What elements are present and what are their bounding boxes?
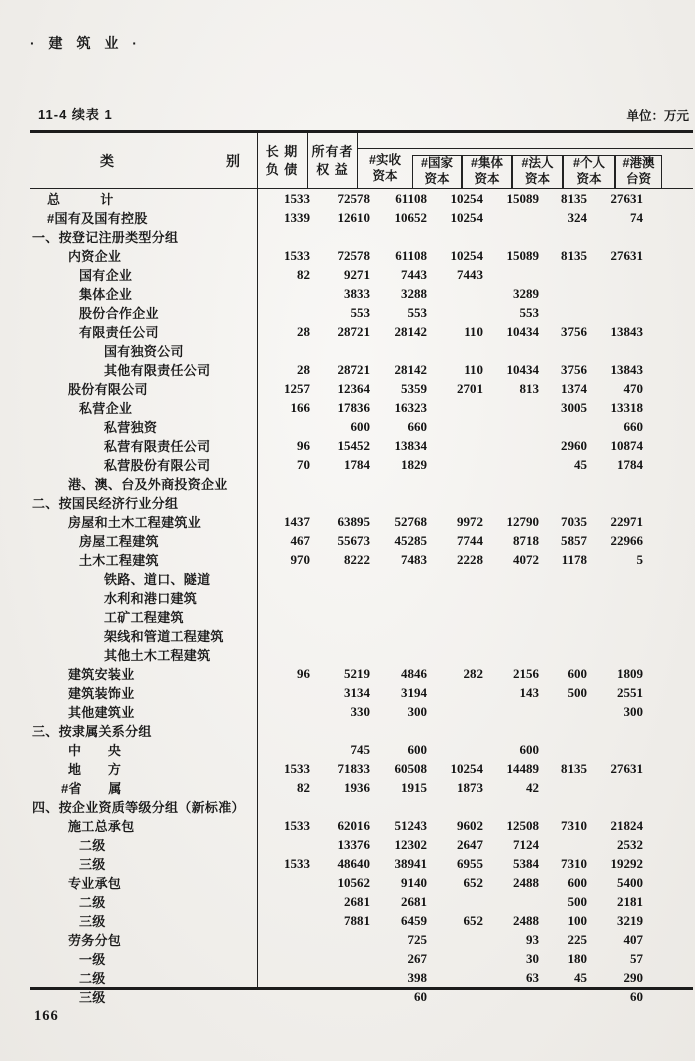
value-cell: 60 [630,988,643,1004]
value-cell: 72578 [337,247,370,263]
value-cell: 2488 [513,874,539,890]
value-cell: 600 [519,741,539,757]
value-cell: 10652 [394,209,427,225]
category-cell: 三级 [79,990,106,1005]
category-cell: 四、按企业资质等级分组（新标准） [32,800,245,815]
category-cell: 二级 [79,971,106,986]
value-cell: 970 [290,551,310,567]
value-cell: 1374 [561,380,587,396]
value-cell: 13318 [610,399,643,415]
category-cell: 施工总承包 [68,819,135,834]
value-cell: 600 [350,418,370,434]
value-cell: 1437 [284,513,310,529]
value-cell: 3756 [561,323,587,339]
value-cell: 45285 [394,532,427,548]
table-row [30,835,693,854]
value-cell: 10562 [337,874,370,890]
header-collective-capital [462,155,512,188]
value-cell: 9140 [401,874,427,890]
category-cell: 私营独资 [104,420,158,435]
category-cell: 三级 [79,857,106,872]
category-cell: 工矿工程建筑 [104,610,184,625]
value-cell: 470 [623,380,643,396]
table-row [30,759,693,778]
value-cell: 63895 [337,513,370,529]
value-cell: 12790 [506,513,539,529]
table-row [30,892,693,911]
value-cell: 10254 [450,247,483,263]
table-row [30,740,693,759]
category-cell: 私营企业 [79,401,133,416]
value-cell: 2156 [513,665,539,681]
category-cell: 有限责任公司 [79,325,159,340]
value-cell: 500 [567,893,587,909]
table-row [30,360,693,379]
table-row [30,968,693,987]
table-row [30,987,693,1006]
value-cell: 15089 [506,190,539,206]
value-cell: 2532 [617,836,643,852]
value-cell: 13376 [337,836,370,852]
category-cell: #省 属 [61,781,122,796]
statistics-table [30,130,693,1005]
value-cell: 13843 [610,323,643,339]
value-cell: 3756 [561,361,587,377]
table-row [30,531,693,550]
value-cell: 1784 [617,456,643,472]
header-line: #集体 [471,156,503,171]
value-cell: 19292 [610,855,643,871]
value-cell: 45 [574,969,587,985]
header-line: #国家 [421,156,453,171]
value-cell: 13834 [394,437,427,453]
value-cell: 1533 [284,855,310,871]
value-cell: 1915 [401,779,427,795]
value-cell: 813 [519,380,539,396]
value-cell: 28721 [337,323,370,339]
value-cell: 27631 [610,247,643,263]
value-cell: 1533 [284,817,310,833]
table-caption: 11-4 续表 1 [38,107,113,122]
category-cell: 铁路、道口、隧道 [104,572,211,587]
unit-label: 单位：万元 [626,109,689,123]
table-row [30,417,693,436]
header-line: 资本 [424,172,450,186]
value-cell: 4072 [513,551,539,567]
table-row [30,265,693,284]
category-cell: 建筑装饰业 [68,686,135,701]
value-cell: 2681 [344,893,370,909]
value-cell: 3219 [617,912,643,928]
value-cell: 13843 [610,361,643,377]
value-cell: 9602 [457,817,483,833]
value-cell: 1339 [284,209,310,225]
value-cell: 7443 [457,266,483,282]
table-row [30,493,693,512]
value-cell: 745 [350,741,370,757]
value-cell: 166 [290,399,310,415]
value-cell: 467 [290,532,310,548]
header-line: 台资 [625,172,651,186]
table-row [30,246,693,265]
value-cell: 28142 [394,361,427,377]
value-cell: 12364 [337,380,370,396]
category-cell: 二、按国民经济行业分组 [32,496,179,511]
value-cell: 61108 [395,247,427,263]
table-row [30,607,693,626]
value-cell: 71833 [337,760,370,776]
value-cell: 72578 [337,190,370,206]
value-cell: 70 [297,456,310,472]
value-cell: 660 [623,418,643,434]
value-cell: 30 [526,950,539,966]
value-cell: 7124 [513,836,539,852]
header-line: #个人 [573,156,605,171]
category-cell: 房屋和土木工程建筑业 [68,515,202,530]
value-cell: 48640 [337,855,370,871]
value-cell: 61108 [395,190,427,206]
category-cell: 土木工程建筑 [79,553,159,568]
header-line: #港澳 [622,156,655,171]
value-cell: 16323 [394,399,427,415]
category-cell: 总 计 [47,192,114,207]
table-row [30,778,693,797]
value-cell: 7443 [401,266,427,282]
value-cell: 553 [519,304,539,320]
category-cell: 三级 [79,914,106,929]
value-cell: 82 [297,779,310,795]
value-cell: 3005 [561,399,587,415]
value-cell: 225 [567,931,587,947]
value-cell: 553 [407,304,427,320]
table-row [30,721,693,740]
value-cell: 93 [526,931,539,947]
category-cell: 国有独资公司 [104,344,184,359]
header-line: 长 期 [265,143,299,159]
value-cell: 63 [526,969,539,985]
value-cell: 3194 [401,684,427,700]
value-cell: 8135 [561,760,587,776]
value-cell: 7881 [344,912,370,928]
table-row [30,436,693,455]
header-long-term-liabilities [257,133,308,188]
value-cell: 5 [636,551,643,567]
table-row [30,626,693,645]
value-cell: 12302 [394,836,427,852]
header-hk-macao-taiwan-capital [615,155,662,188]
value-cell: 5359 [401,380,427,396]
header-individual-capital [563,155,615,188]
value-cell: 5219 [344,665,370,681]
value-cell: 300 [623,703,643,719]
chapter-corner-label: · 建 筑 业 · [30,35,142,51]
value-cell: 2488 [513,912,539,928]
value-cell: 52768 [394,513,427,529]
value-cell: 6459 [401,912,427,928]
category-cell: 二级 [79,838,106,853]
value-cell: 1533 [284,760,310,776]
category-cell: 股份有限公司 [68,382,148,397]
category-cell: 内资企业 [68,249,122,264]
value-cell: 2681 [401,893,427,909]
value-cell: 60 [414,988,427,1004]
value-cell: 324 [567,209,587,225]
table-row [30,379,693,398]
value-cell: 110 [464,323,483,339]
header-category: 类 别 [100,152,240,169]
category-cell: 集体企业 [79,287,133,302]
value-cell: 1809 [617,665,643,681]
category-cell: 港、澳、台及外商投资企业 [68,477,228,492]
value-cell: 1936 [344,779,370,795]
category-cell: 建筑安装业 [68,667,135,682]
value-cell: 55673 [337,532,370,548]
category-cell: 劳务分包 [68,933,122,948]
category-cell: 私营股份有限公司 [104,458,211,473]
value-cell: 2228 [457,551,483,567]
value-cell: 4846 [401,665,427,681]
value-cell: 600 [567,874,587,890]
table-row [30,930,693,949]
category-cell: 房屋工程建筑 [79,534,159,549]
value-cell: 15452 [337,437,370,453]
value-cell: 27631 [610,760,643,776]
table-header [30,133,693,189]
value-cell: 12610 [337,209,370,225]
value-cell: 652 [463,874,483,890]
value-cell: 28721 [337,361,370,377]
header-line: 资本 [576,172,602,186]
value-cell: 652 [463,912,483,928]
category-cell: 一级 [79,952,106,967]
value-cell: 3833 [344,285,370,301]
value-cell: 10434 [506,323,539,339]
header-line: 资本 [372,168,398,183]
category-cell: 专业承包 [68,876,122,891]
value-cell: 7483 [401,551,427,567]
category-cell: 地 方 [68,762,122,777]
value-cell: 8135 [561,247,587,263]
value-cell: 110 [464,361,483,377]
header-line: 负 债 [265,161,299,177]
header-line: #实收 [369,152,401,167]
value-cell: 38941 [394,855,427,871]
category-cell: 其他有限责任公司 [104,363,211,378]
value-cell: 660 [407,418,427,434]
header-legal-person-capital [512,155,563,188]
value-cell: 9271 [344,266,370,282]
table-row [30,341,693,360]
value-cell: 7744 [457,532,483,548]
value-cell: 407 [623,931,643,947]
value-cell: 45 [574,456,587,472]
value-cell: 10434 [506,361,539,377]
value-cell: 143 [519,684,539,700]
value-cell: 1873 [457,779,483,795]
table-row [30,208,693,227]
value-cell: 7035 [561,513,587,529]
value-cell: 10254 [450,209,483,225]
category-cell: 三、按隶属关系分组 [32,724,152,739]
value-cell: 330 [350,703,370,719]
value-cell: 17836 [337,399,370,415]
value-cell: 500 [567,684,587,700]
value-cell: 22966 [610,532,643,548]
value-cell: 2701 [457,380,483,396]
value-cell: 42 [526,779,539,795]
value-cell: 74 [630,209,643,225]
value-cell: 2181 [617,893,643,909]
value-cell: 82 [297,266,310,282]
category-cell: #国有及国有控股 [47,211,148,226]
value-cell: 290 [623,969,643,985]
table-body [30,189,693,1005]
value-cell: 27631 [610,190,643,206]
table-row [30,474,693,493]
category-cell: 私营有限责任公司 [104,439,211,454]
value-cell: 28 [297,361,310,377]
category-cell: 架线和管道工程建筑 [104,629,224,644]
value-cell: 1257 [284,380,310,396]
value-cell: 15089 [506,247,539,263]
value-cell: 7310 [561,817,587,833]
table-row [30,398,693,417]
value-cell: 3288 [401,285,427,301]
header-paid-in-capital [358,149,412,188]
value-cell: 398 [407,969,427,985]
table-row [30,873,693,892]
header-line: #法人 [521,156,554,171]
value-cell: 1533 [284,190,310,206]
table-row [30,664,693,683]
category-cell: 其他建筑业 [68,705,135,720]
value-cell: 1784 [344,456,370,472]
value-cell: 57 [630,950,643,966]
table-row [30,189,693,208]
value-cell: 14489 [506,760,539,776]
value-cell: 180 [567,950,587,966]
value-cell: 5384 [513,855,539,871]
value-cell: 6955 [457,855,483,871]
category-cell: 国有企业 [79,268,133,283]
value-cell: 600 [567,665,587,681]
header-capital-group [358,148,693,188]
value-cell: 7310 [561,855,587,871]
table-row [30,284,693,303]
table-row [30,683,693,702]
category-cell: 中 央 [68,743,122,758]
category-cell: 二级 [79,895,106,910]
table-row [30,702,693,721]
header-line: 权 益 [316,161,349,177]
header-owners-equity [308,133,358,188]
category-cell: 水利和港口建筑 [104,591,198,606]
value-cell: 100 [567,912,587,928]
value-cell: 5857 [561,532,587,548]
category-cell: 股份合作企业 [79,306,159,321]
value-cell: 553 [350,304,370,320]
value-cell: 282 [463,665,483,681]
value-cell: 2960 [561,437,587,453]
table-row [30,512,693,531]
category-cell: 其他土木工程建筑 [104,648,211,663]
table-row [30,227,693,246]
value-cell: 8135 [561,190,587,206]
value-cell: 9972 [457,513,483,529]
table-row [30,569,693,588]
value-cell: 600 [407,741,427,757]
value-cell: 60508 [394,760,427,776]
table-row [30,797,693,816]
value-cell: 51243 [394,817,427,833]
value-cell: 28 [297,323,310,339]
value-cell: 1178 [561,551,587,567]
value-cell: 725 [407,931,427,947]
table-row [30,550,693,569]
value-cell: 5400 [617,874,643,890]
value-cell: 300 [407,703,427,719]
header-line: 所有者 [311,143,354,159]
value-cell: 267 [407,950,427,966]
value-cell: 10254 [450,760,483,776]
value-cell: 1829 [401,456,427,472]
table-row [30,854,693,873]
header-state-capital [412,155,462,188]
value-cell: 28142 [394,323,427,339]
table-row [30,588,693,607]
table-row [30,322,693,341]
header-line: 资本 [524,172,550,186]
value-cell: 62016 [337,817,370,833]
value-cell: 8222 [344,551,370,567]
table-row [30,911,693,930]
page-number: 166 [34,1008,59,1024]
value-cell: 10254 [450,190,483,206]
category-cell: 一、按登记注册类型分组 [32,230,179,245]
value-cell: 2647 [457,836,483,852]
value-cell: 3134 [344,684,370,700]
value-cell: 96 [297,437,310,453]
value-cell: 21824 [610,817,643,833]
table-row [30,816,693,835]
value-cell: 2551 [617,684,643,700]
value-cell: 12508 [506,817,539,833]
value-cell: 10874 [610,437,643,453]
value-cell: 96 [297,665,310,681]
table-row [30,455,693,474]
table-row [30,645,693,664]
value-cell: 1533 [284,247,310,263]
header-line: 资本 [474,172,500,186]
table-row [30,303,693,322]
value-cell: 8718 [513,532,539,548]
value-cell: 3289 [513,285,539,301]
table-row [30,949,693,968]
value-cell: 22971 [610,513,643,529]
